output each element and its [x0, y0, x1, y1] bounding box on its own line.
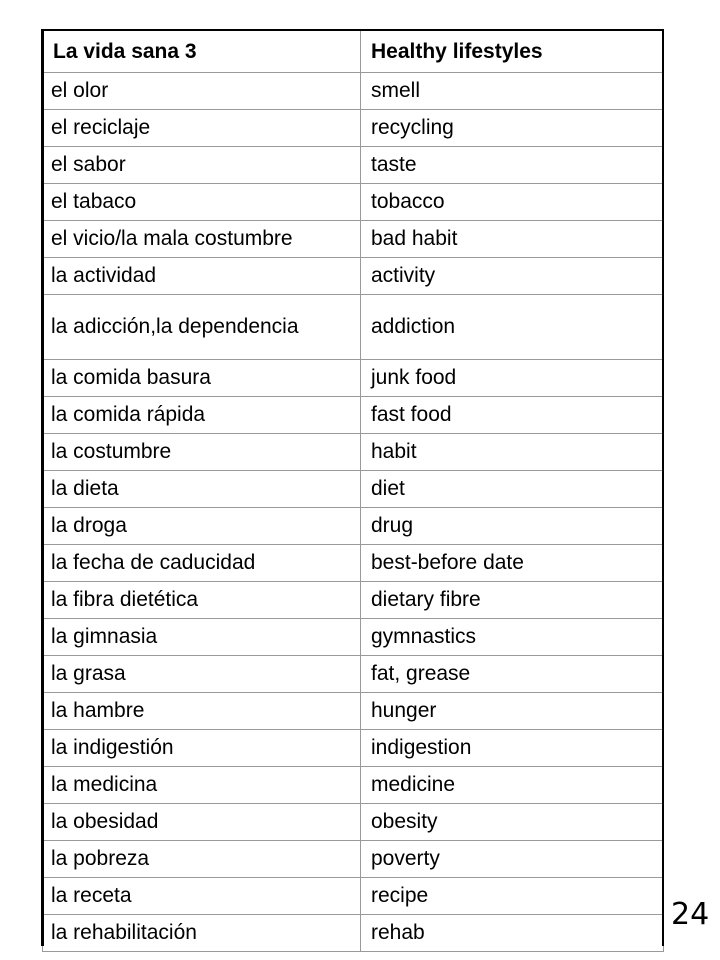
spanish-term: el vicio/la mala costumbre — [43, 221, 361, 258]
table-row — [43, 184, 664, 221]
spanish-term: la comida rápida — [43, 397, 361, 434]
spanish-term: el olor — [43, 73, 361, 110]
english-translation: recipe — [361, 878, 664, 915]
english-translation: activity — [361, 258, 664, 295]
english-translation: taste — [361, 147, 664, 184]
spanish-term: la actividad — [43, 258, 361, 295]
english-translation: rehab — [361, 915, 664, 952]
header-spanish: La vida sana 3 — [43, 31, 361, 73]
english-translation: dietary fibre — [361, 582, 664, 619]
english-translation: hunger — [361, 693, 664, 730]
spanish-term: la costumbre — [43, 434, 361, 471]
spanish-term: la pobreza — [43, 841, 361, 878]
spanish-term: la droga — [43, 508, 361, 545]
table-row — [43, 258, 664, 295]
spanish-term: la medicina — [43, 767, 361, 804]
spanish-term: la rehabilitación — [43, 915, 361, 952]
english-translation: smell — [361, 73, 664, 110]
table-row — [43, 471, 664, 508]
english-translation: indigestion — [361, 730, 664, 767]
english-translation: gymnastics — [361, 619, 664, 656]
english-translation: poverty — [361, 841, 664, 878]
table-row — [43, 878, 664, 915]
table-row — [43, 767, 664, 804]
table-row — [43, 508, 664, 545]
table-row — [43, 841, 664, 878]
spanish-term: la dieta — [43, 471, 361, 508]
table-frame-left — [41, 29, 44, 946]
english-translation: diet — [361, 471, 664, 508]
page-number: 24 — [671, 897, 710, 932]
english-translation: best-before date — [361, 545, 664, 582]
table-row — [43, 915, 664, 952]
spanish-term: la comida basura — [43, 360, 361, 397]
english-translation: medicine — [361, 767, 664, 804]
table-row — [43, 582, 664, 619]
table-row — [43, 693, 664, 730]
table-row — [43, 656, 664, 693]
table-row — [43, 804, 664, 841]
english-translation: drug — [361, 508, 664, 545]
table-row — [43, 397, 664, 434]
table-header-row — [43, 31, 664, 73]
spanish-term: la gimnasia — [43, 619, 361, 656]
spanish-term: la adicción,la dependencia — [43, 295, 361, 360]
header-english: Healthy lifestyles — [361, 31, 664, 73]
table-row — [43, 730, 664, 767]
spanish-term: la obesidad — [43, 804, 361, 841]
spanish-term: la receta — [43, 878, 361, 915]
spanish-term: la fecha de caducidad — [43, 545, 361, 582]
english-translation: fast food — [361, 397, 664, 434]
table-row — [43, 73, 664, 110]
table-row — [43, 221, 664, 258]
spanish-term: la hambre — [43, 693, 361, 730]
table-row — [43, 147, 664, 184]
table-row — [43, 110, 664, 147]
spanish-term: el sabor — [43, 147, 361, 184]
english-translation: habit — [361, 434, 664, 471]
spanish-term: el tabaco — [43, 184, 361, 221]
english-translation: recycling — [361, 110, 664, 147]
vocabulary-table — [42, 30, 664, 952]
table-row — [43, 434, 664, 471]
english-translation: fat, grease — [361, 656, 664, 693]
table-row — [43, 295, 664, 360]
table-frame-right — [662, 29, 664, 946]
english-translation: bad habit — [361, 221, 664, 258]
spanish-term: la fibra dietética — [43, 582, 361, 619]
english-translation: addiction — [361, 295, 664, 360]
english-translation: tobacco — [361, 184, 664, 221]
table-row — [43, 619, 664, 656]
english-translation: junk food — [361, 360, 664, 397]
table-body — [43, 73, 664, 952]
spanish-term: la grasa — [43, 656, 361, 693]
table-row — [43, 545, 664, 582]
english-translation: obesity — [361, 804, 664, 841]
spanish-term: la indigestión — [43, 730, 361, 767]
spanish-term: el reciclaje — [43, 110, 361, 147]
table-row — [43, 360, 664, 397]
table-frame-top — [41, 29, 664, 31]
